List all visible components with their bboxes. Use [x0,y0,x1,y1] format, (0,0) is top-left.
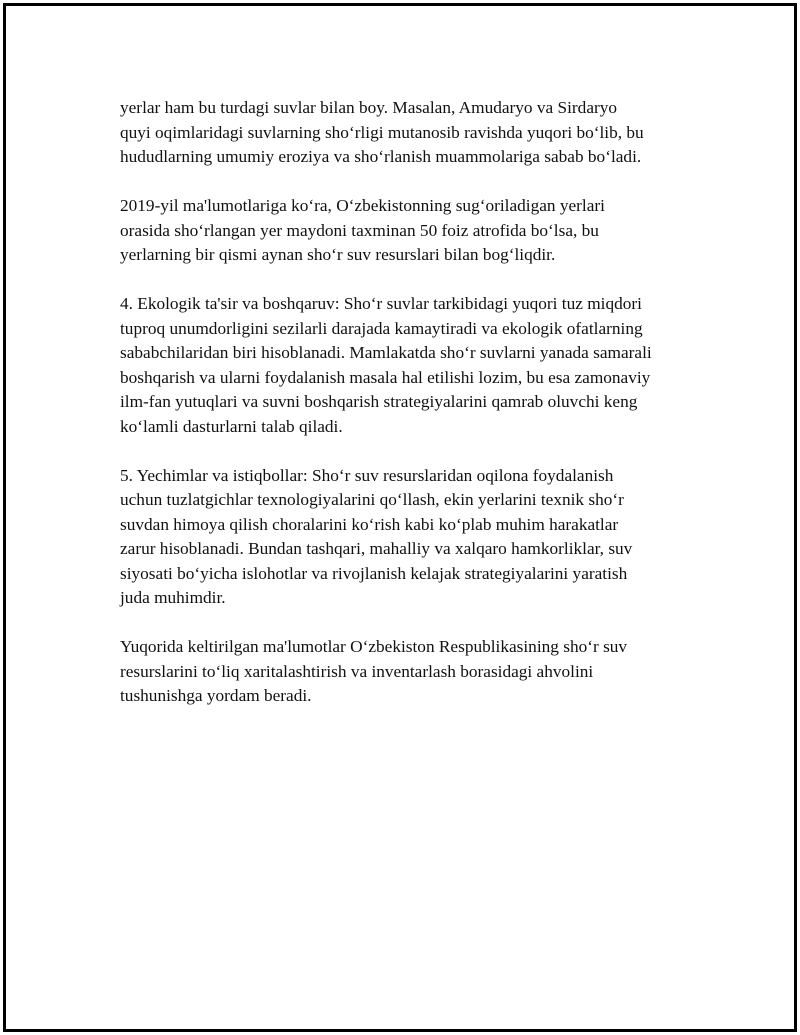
paragraph-ecological-impact: 4. Ekologik ta'sir va boshqaruv: Sho‘r suvlar tarkibidagi yuqori tuz miqdori tuproq unumdorligini sezilarli darajada kamaytiradi va ekologik ofatlarning sababchilaridan biri hisoblanadi. Mamlakatda sho‘r suvlarni yanada samarali boshqarish va ularni foydalanish masala hal etilishi lozim, bu esa zamonaviy ilm-fan yutuqlari va suvni boshqarish strategiyalarini qamrab oluvchi keng ko‘lamli dasturlarni talab qiladi. [120,294,652,436]
document-body [120,96,690,733]
paragraph-continuation: yerlar ham bu turdagi suvlar bilan boy. Masalan, Amudaryo va Sirdaryo quyi oqimlaridagi suvlarning sho‘rligi mutanosib ravishda yuqori bo‘lib, bu hududlarning umumiy eroziya va sho‘rlanish muammolariga sabab bo‘ladi. [120,98,644,166]
document-page [3,3,797,1032]
paragraph-solutions: 5. Yechimlar va istiqbollar: Sho‘r suv resurslaridan oqilona foydalanish uchun tuzlatgichlar texnologiyalarini qo‘llash, ekin yerlarini texnik sho‘r suvdan himoya qilish choralarini ko‘rish kabi ko‘plab muhim harakatlar zarur hisoblanadi. Bundan tashqari, mahalliy va xalqaro hamkorliklar, suv siyosati bo‘yicha islohotlar va rivojlanish kelajak strategiyalarini yaratish juda muhimdir. [120,465,633,607]
paragraph-conclusion: Yuqorida keltirilgan ma'lumotlar O‘zbekiston Respublikasining sho‘r suv resurslarini to‘liq xaritalashtirish va inventarlash borasidagi ahvolini tushunishga yordam beradi. [120,637,628,705]
paragraph-2019-data: 2019-yil ma'lumotlariga ko‘ra, O‘zbekistonning sug‘oriladigan yerlari orasida sho‘rlangan yer maydoni taxminan 50 foiz atrofida bo‘lsa, bu yerlarning bir qismi aynan sho‘r suv resurslari bilan bog‘liqdir. [120,196,605,264]
